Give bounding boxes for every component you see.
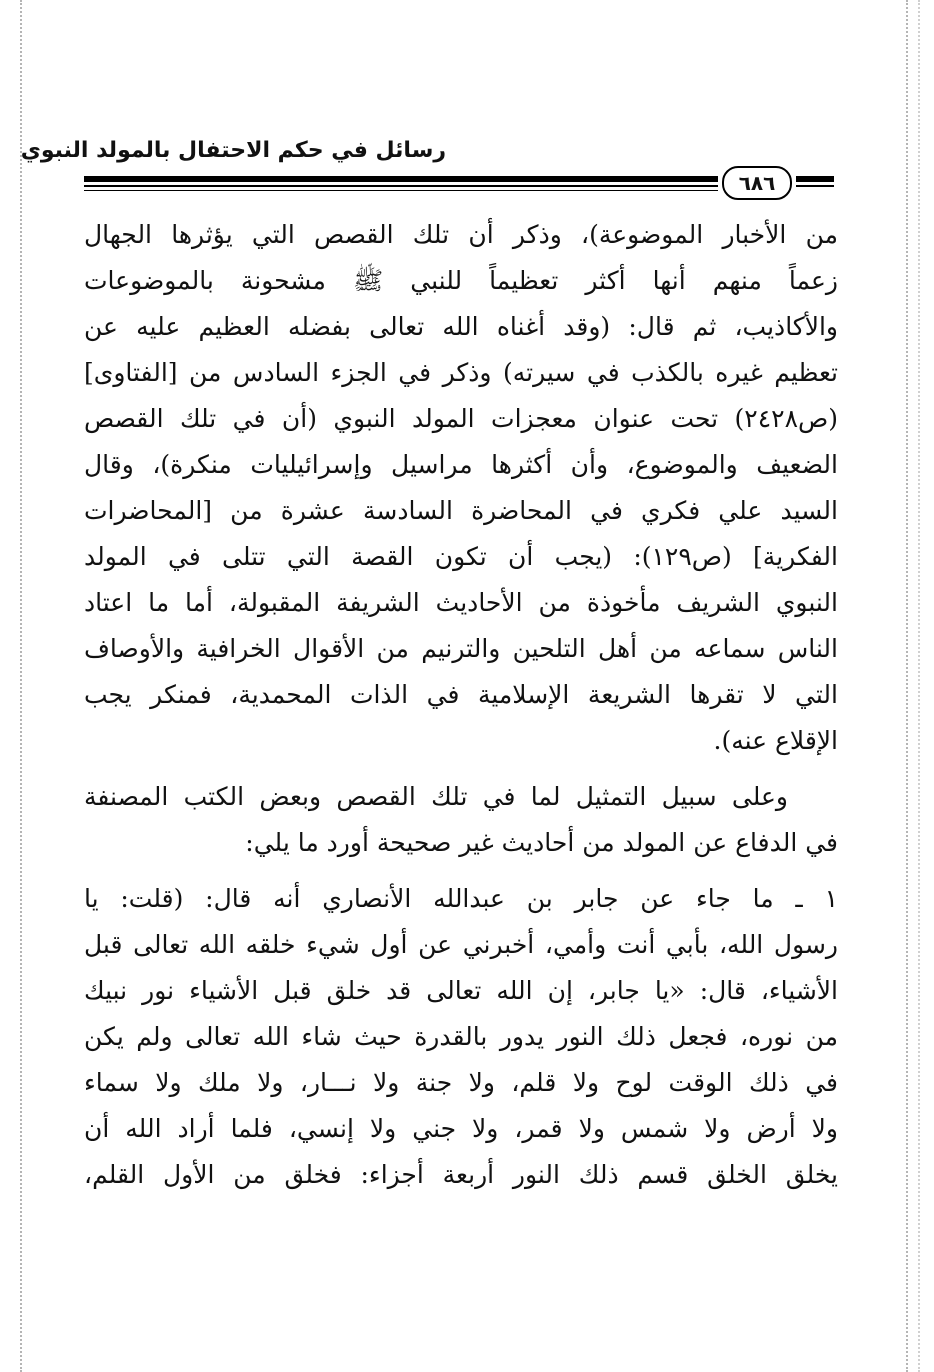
running-header-title: رسائل في حكم الاحتفال بالمولد النبوي [20, 138, 446, 163]
text-line: الإقلاع عنه). [713, 726, 838, 755]
header-rule-right-thick [796, 176, 834, 182]
paragraph [84, 774, 838, 866]
text-line: الضعيف والموضوع، وأن أكثرها مراسيل وإسرائيليات منكرة)، وقال [84, 450, 838, 479]
text-line: ولا أرض ولا شمس ولا قمر، ولا جني ولا إنسي، فلما أراد الله أن [84, 1114, 838, 1143]
header-rule-thick [84, 176, 718, 182]
paragraph-gap [84, 764, 838, 774]
paragraph-gap [84, 866, 838, 876]
text-line: (ص٢٤٢٨) تحت عنوان معجزات المولد النبوي (أن في تلك القصص [84, 404, 838, 433]
text-line: تعظيم غيره بالكذب في سيرته) وذكر في الجزء السادس من [الفتاوى] [84, 358, 838, 387]
text-line: الفكرية] (ص١٢٩): (يجب أن تكون القصة التي تتلى في المولد [84, 542, 838, 571]
header-rule-right-thin [796, 185, 834, 187]
text-line: التي لا تقرها الشريعة الإسلامية في الذات المحمدية، فمنكر يجب [84, 680, 838, 709]
paragraph [84, 212, 838, 764]
text-line: ١ ـ ما جاء عن جابر بن عبدالله الأنصاري أنه قال: (قلت: يا [84, 884, 838, 913]
text-line: زعماً منهم أنها أكثر تعظيماً للنبي ﷺ مشحونة بالموضوعات [84, 266, 838, 295]
text-line: النبوي الشريف مأخوذة من الأحاديث الشريفة المقبولة، أما ما اعتاد [84, 588, 838, 617]
header-rule-thin [84, 190, 718, 191]
text-line: السيد علي فكري في المحاضرة السادسة عشرة من [المحاضرات [84, 496, 838, 525]
page-edge-dots-right [906, 0, 908, 1372]
text-line: الأشياء، قال: «يا جابر، إن الله تعالى قد خلق قبل الأشياء نور نبيك [84, 976, 838, 1005]
text-line: في الدفاع عن المولد من أحاديث غير صحيحة أورد ما يلي: [245, 828, 838, 857]
text-line: من الأخبار الموضوعة)، وذكر أن تلك القصص التي يؤثرها الجهال [84, 220, 838, 249]
paragraph [84, 876, 838, 1198]
text-line: والأكاذيب، ثم قال: (وقد أغناه الله تعالى بفضله العظيم عليه عن [84, 312, 838, 341]
text-line: في ذلك الوقت لوح ولا قلم، ولا جنة ولا نـــار، ولا ملك ولا سماء [84, 1068, 838, 1097]
header-rule-medium [84, 185, 718, 187]
text-line: رسول الله، بأبي أنت وأمي، أخبرني عن أول شيء خلقه الله تعالى قبل [84, 930, 838, 959]
page-body-text [84, 212, 838, 1198]
text-line: من نوره، فجعل ذلك النور يدور بالقدرة حيث شاء الله تعالى ولم يكن [84, 1022, 838, 1051]
text-line: الناس سماعه من أهل التلحين والترنيم من الأقوال الخرافية والأوصاف [84, 634, 838, 663]
text-line: وعلى سبيل التمثيل لما في تلك القصص وبعض الكتب المصنفة [84, 782, 788, 811]
page-edge-dots-left [20, 0, 22, 1372]
page-edge-dots-right-outer [918, 0, 920, 1372]
page-number: ٦٨٦ [722, 166, 792, 200]
text-line: يخلق الخلق قسم ذلك النور أربعة أجزاء: فخلق من الأول القلم، [84, 1160, 838, 1189]
